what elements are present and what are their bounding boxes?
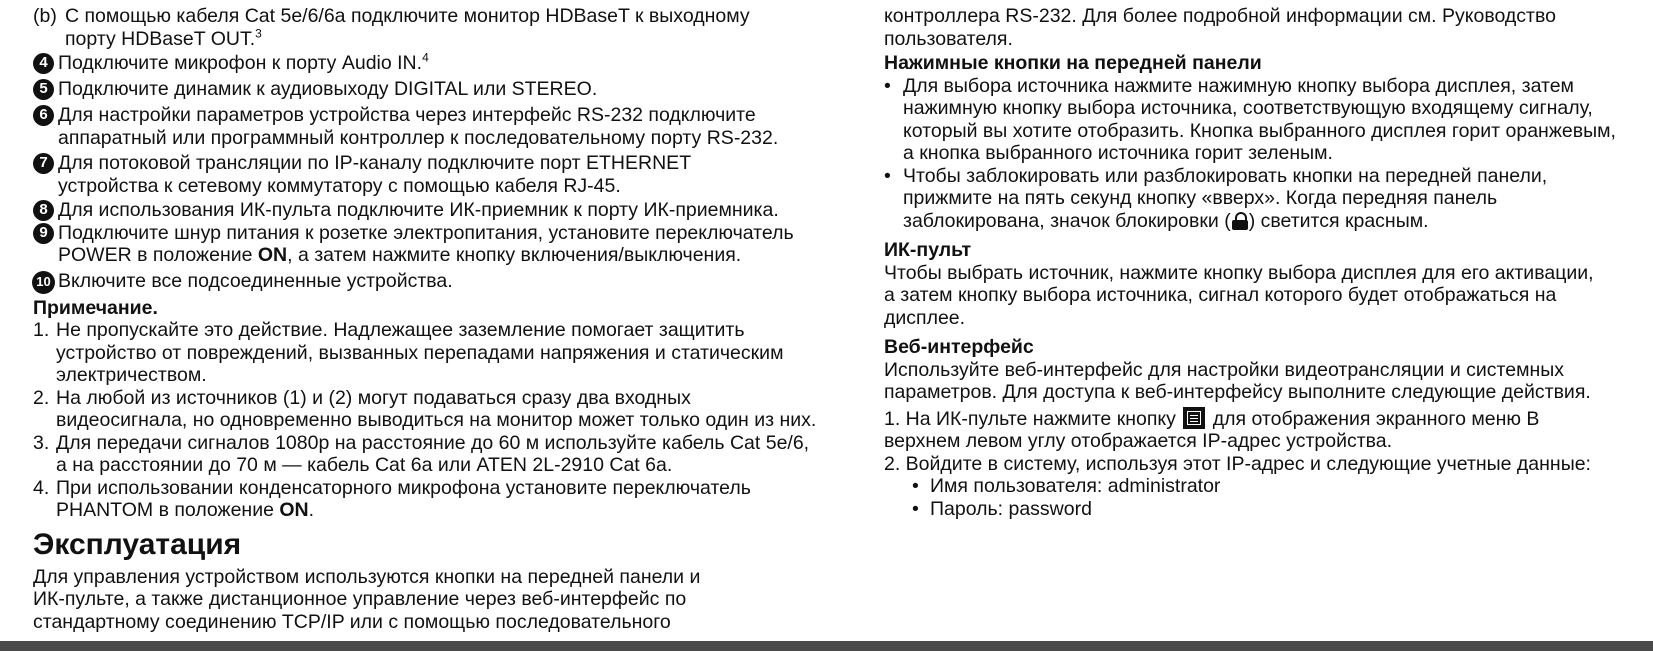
web-step-text: 2. Войдите в систему, используя этот IP-адрес и следующие учетные данные:	[884, 452, 1591, 475]
step-text: Для потоковой трансляции по IP-каналу подключите порт ETHERNET	[58, 152, 692, 174]
bullet-line: а кнопка выбранного источника горит зеленым.	[903, 142, 1333, 164]
step-text: Подключите динамик к аудиовыходу DIGITAL или STEREO.	[58, 77, 598, 100]
intro-line: пользователя.	[884, 27, 1013, 50]
note-line: видеосигнала, но одновременно выводиться на монитор может только один из них.	[56, 409, 817, 431]
ir-line: Чтобы выбрать источник, нажмите кнопку выбора дисплея для его активации,	[884, 261, 1594, 284]
operation-line: стандартному соединению TCP/IP или с помощью последовательного	[33, 610, 671, 633]
step-number-badge: 6	[33, 105, 54, 126]
note-line: .	[308, 499, 315, 521]
bullet-line: прижмите на пять секунд кнопку «вверх». Когда передняя панель	[903, 187, 1498, 209]
step-number-badge: 5	[33, 79, 54, 100]
step-number-badge: 4	[33, 53, 54, 74]
bullet-item	[884, 75, 1653, 165]
step-text: Для использования ИК-пульта подключите ИК-приемник к порту ИК-приемника.	[58, 199, 779, 221]
bullet-marker: •	[912, 497, 919, 520]
menu-icon	[1183, 407, 1205, 429]
bullet-line: Для выбора источника нажмите нажимную кнопку выбора дисплея, затем	[903, 74, 1574, 97]
note-marker: 2.	[33, 386, 50, 409]
note-line-bold: ON	[279, 499, 309, 521]
credential-item	[884, 498, 1653, 521]
ir-heading: ИК-пульт	[884, 239, 971, 261]
note-marker: 1.	[33, 319, 50, 341]
substep-line: порту HDBaseT OUT.	[65, 27, 256, 50]
credential-item	[884, 475, 1653, 498]
ir-line: а затем кнопку выбора источника, сигнал которого будет отображаться на	[884, 284, 1557, 306]
note-line: PHANTOM в положение	[56, 499, 280, 521]
lock-icon	[1231, 212, 1249, 230]
step-text: POWER в положение	[58, 244, 258, 266]
bullet-line: который вы хотите отобразить. Кнопка выбранного дисплея горит оранжевым,	[903, 119, 1616, 142]
bullet-marker: •	[884, 164, 891, 187]
note-item	[33, 432, 823, 477]
bullet-item	[884, 165, 1653, 233]
note-line: Для передачи сигналов 1080p на расстояние до 60 м используйте кабель Cat 5e/6,	[56, 431, 810, 454]
bullet-marker: •	[884, 74, 891, 97]
bullet-line: ) светится красным.	[1248, 209, 1429, 232]
step-9	[33, 222, 823, 267]
web-step-text: верхнем левом углу отображается IP-адрес устройства.	[884, 430, 1393, 452]
bullet-line: Чтобы заблокировать или разблокировать кнопки на передней панели,	[903, 164, 1548, 187]
step-text: Подключите микрофон к порту Audio IN.	[58, 52, 423, 74]
page-bottom-bar	[0, 641, 1653, 651]
note-line: а на расстоянии до 70 м — кабель Cat 6a или ATEN 2L-2910 Cat 6a.	[56, 454, 673, 476]
note-marker: 4.	[33, 476, 50, 499]
right-column	[884, 5, 1653, 520]
step-text: Для настройки параметров устройства через интерфейс RS-232 подключите	[58, 104, 756, 126]
step-text: устройства к сетевому коммутатору с помощью кабеля RJ-45.	[58, 174, 621, 197]
note-item	[33, 387, 823, 432]
operation-line: Для управления устройством используются кнопки на передней панели и	[33, 565, 701, 588]
note-item	[33, 477, 823, 522]
web-heading: Веб-интерфейс	[884, 336, 1034, 358]
substep-b	[33, 5, 823, 50]
step-text: Включите все подсоединенные устройства.	[58, 269, 453, 292]
operation-line: ИК-пульте, а также дистанционное управление через веб-интерфейс по	[33, 588, 687, 610]
web-step-text: 1. На ИК-пульте нажмите кнопку	[884, 407, 1182, 430]
credential-username: Имя пользователя: administrator	[930, 475, 1221, 497]
substep-marker: (b)	[33, 5, 57, 27]
left-column	[33, 5, 823, 633]
footnote-ref: 4	[422, 50, 429, 65]
notes-list	[33, 319, 823, 522]
step-text: аппаратный или программный контроллер к последовательному порту RS-232.	[58, 126, 779, 149]
intro-line: контроллера RS-232. Для более подробной информации см. Руководство	[884, 5, 1556, 27]
web-step-text: для отображения экранного меню В	[1207, 407, 1540, 430]
note-line: электричеством.	[56, 364, 207, 386]
step-number-badge: 10	[32, 271, 55, 294]
step-10	[33, 270, 823, 294]
note-line: устройство от повреждений, вызванных перепадами напряжения и статическим	[56, 341, 784, 364]
step-number-badge: 7	[33, 153, 54, 174]
step-4	[33, 52, 823, 75]
note-item	[33, 319, 823, 387]
substep-line: С помощью кабеля Cat 5e/6/6a подключите монитор HDBaseT к выходному	[65, 5, 750, 27]
operation-heading: Эксплуатация	[33, 527, 242, 561]
step-6	[33, 104, 823, 149]
step-number-badge: 9	[33, 223, 54, 244]
step-text: , а затем нажмите кнопку включения/выключения.	[287, 244, 742, 266]
note-heading: Примечание.	[33, 296, 158, 319]
step-text-bold: ON	[257, 244, 288, 266]
bullet-line: нажимную кнопку выбора источника, соответствующую входящему сигналу,	[903, 97, 1593, 119]
step-5	[33, 78, 823, 101]
ir-line: дисплее.	[884, 306, 966, 329]
footnote-ref: 3	[255, 26, 262, 40]
step-number-badge: 8	[33, 200, 54, 221]
credential-password: Пароль: password	[930, 497, 1092, 520]
note-marker: 3.	[33, 431, 50, 454]
step-8	[33, 199, 823, 222]
bullet-line: заблокирована, значок блокировки (	[903, 209, 1231, 232]
note-line: При использовании конденсаторного микрофона установите переключатель	[56, 476, 751, 499]
front-panel-heading: Нажимные кнопки на передней панели	[884, 52, 1262, 74]
note-line: Не пропускайте это действие. Надлежащее заземление помогает защитить	[56, 319, 745, 341]
step-7	[33, 152, 823, 197]
web-line: параметров. Для доступа к веб-интерфейсу выполните следующие действия.	[884, 381, 1591, 403]
step-text: Подключите шнур питания к розетке электропитания, установите переключатель	[58, 221, 794, 244]
web-line: Используйте веб-интерфейс для настройки видеотрансляции и системных	[884, 358, 1565, 381]
note-line: На любой из источников (1) и (2) могут подаваться сразу два входных	[56, 386, 691, 409]
bullet-marker: •	[912, 475, 919, 497]
